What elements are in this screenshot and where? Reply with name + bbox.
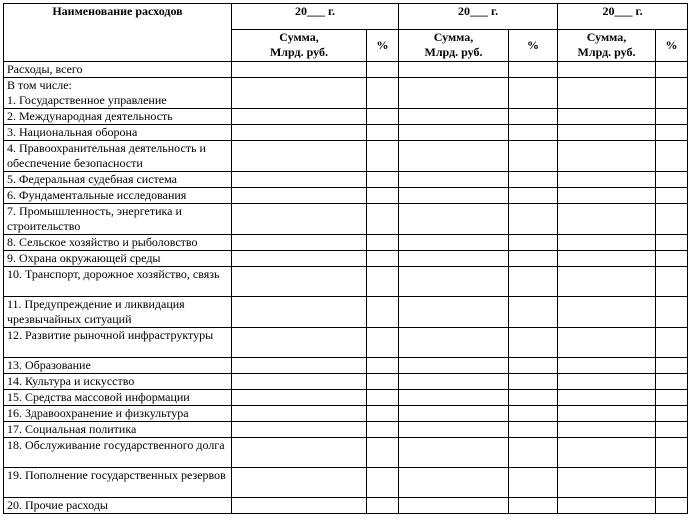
table-row [4,406,688,422]
percent-cell-1[interactable] [367,235,399,251]
table-row [4,141,688,172]
table-row [4,251,688,267]
sum-cell-1[interactable] [232,78,367,109]
percent-cell-3[interactable] [656,390,688,406]
expense-item-label: Расходы, всего [4,62,232,78]
percent-label: % [665,38,678,52]
sum-cell-3[interactable] [558,468,656,498]
sum-label-line1: Сумма, [433,30,474,44]
percent-cell-2[interactable] [509,358,558,374]
expense-item-label: В том числе: 1. Государственное управление [4,78,232,109]
header-year-1 [232,4,399,30]
sum-cell-3[interactable] [558,498,656,514]
table-row [4,204,688,235]
expense-rows [4,62,688,514]
percent-cell-3[interactable] [656,498,688,514]
sum-cell-1[interactable] [232,390,367,406]
sum-cell-1[interactable] [232,468,367,498]
percent-cell-2[interactable] [509,267,558,297]
sum-cell-2[interactable] [399,109,509,125]
expense-item-label: 3. Национальная оборона [4,125,232,141]
table-row [4,328,688,358]
table-row [4,498,688,514]
percent-cell-3[interactable] [656,374,688,390]
table-row [4,125,688,141]
percent-cell-3[interactable] [656,358,688,374]
percent-cell-3[interactable] [656,141,688,172]
percent-cell-3[interactable] [656,406,688,422]
sum-cell-2[interactable] [399,438,509,468]
sum-cell-1[interactable] [232,267,367,297]
percent-cell-3[interactable] [656,251,688,267]
sum-cell-2[interactable] [399,328,509,358]
sum-cell-3[interactable] [558,390,656,406]
table-row [4,235,688,251]
header-sum-1 [232,30,367,62]
sum-cell-2[interactable] [399,251,509,267]
percent-cell-2[interactable] [509,297,558,328]
year-label: 20___ г. [294,4,336,18]
table-row [4,390,688,406]
percent-cell-1[interactable] [367,125,399,141]
table-row [4,438,688,468]
percent-cell-1[interactable] [367,62,399,78]
sum-cell-2[interactable] [399,235,509,251]
expense-item-label: 8. Сельское хозяйство и рыболовство [4,235,232,251]
sum-cell-2[interactable] [399,172,509,188]
sum-cell-3[interactable] [558,328,656,358]
sum-label-line2: Млрд. руб. [577,45,636,59]
percent-cell-1[interactable] [367,78,399,109]
sum-cell-1[interactable] [232,62,367,78]
percent-cell-2[interactable] [509,374,558,390]
percent-label: % [376,38,389,52]
expense-item-label: 7. Промышленность, энергетика и строительство [4,204,232,235]
percent-cell-2[interactable] [509,109,558,125]
percent-cell-3[interactable] [656,78,688,109]
sum-cell-1[interactable] [232,358,367,374]
percent-cell-3[interactable] [656,267,688,297]
percent-cell-3[interactable] [656,438,688,468]
percent-cell-2[interactable] [509,438,558,468]
year-label: 20___ г. [602,4,643,18]
sum-cell-2[interactable] [399,498,509,514]
percent-cell-3[interactable] [656,125,688,141]
percent-cell-2[interactable] [509,125,558,141]
sum-cell-3[interactable] [558,172,656,188]
expense-item-label: 15. Средства массовой информации [4,390,232,406]
sum-cell-3[interactable] [558,235,656,251]
percent-cell-1[interactable] [367,438,399,468]
percent-cell-2[interactable] [509,172,558,188]
sum-cell-2[interactable] [399,422,509,438]
sum-cell-2[interactable] [399,468,509,498]
expense-item-label: 19. Пополнение государственных резервов [4,468,232,498]
expense-item-label: 2. Международная деятельность [4,109,232,125]
sum-cell-3[interactable] [558,422,656,438]
percent-cell-2[interactable] [509,235,558,251]
sum-cell-2[interactable] [399,141,509,172]
sum-cell-3[interactable] [558,78,656,109]
percent-cell-3[interactable] [656,204,688,235]
percent-cell-3[interactable] [656,328,688,358]
percent-cell-2[interactable] [509,406,558,422]
sum-cell-3[interactable] [558,406,656,422]
percent-cell-1[interactable] [367,328,399,358]
sum-cell-1[interactable] [232,188,367,204]
header-name-text: Наименование расходов [52,4,183,18]
sum-cell-2[interactable] [399,204,509,235]
percent-cell-1[interactable] [367,251,399,267]
percent-cell-2[interactable] [509,188,558,204]
sum-cell-3[interactable] [558,109,656,125]
sum-cell-3[interactable] [558,251,656,267]
percent-cell-1[interactable] [367,390,399,406]
sum-cell-2[interactable] [399,374,509,390]
table-row [4,62,688,78]
header-percent-1 [367,30,399,62]
sum-label-line2: Млрд. руб. [269,45,328,59]
percent-cell-3[interactable] [656,62,688,78]
percent-cell-3[interactable] [656,297,688,328]
sum-cell-2[interactable] [399,406,509,422]
sum-cell-2[interactable] [399,78,509,109]
sum-cell-3[interactable] [558,267,656,297]
expense-item-label: 11. Предупреждение и ликвидация чрезвычайных ситуаций [4,297,232,328]
percent-cell-2[interactable] [509,62,558,78]
sum-cell-2[interactable] [399,297,509,328]
sum-label-line2: Млрд. руб. [424,45,483,59]
header-year-2 [399,4,558,30]
expense-item-label: 14. Культура и искусство [4,374,232,390]
sum-cell-3[interactable] [558,374,656,390]
sum-cell-3[interactable] [558,125,656,141]
percent-cell-2[interactable] [509,390,558,406]
expense-item-label: 4. Правоохранительная деятельность и обеспечение безопасности [4,141,232,172]
sum-cell-1[interactable] [232,297,367,328]
percent-cell-2[interactable] [509,468,558,498]
sum-cell-3[interactable] [558,204,656,235]
sum-cell-1[interactable] [232,422,367,438]
sum-cell-3[interactable] [558,62,656,78]
percent-cell-2[interactable] [509,498,558,514]
table-row [4,422,688,438]
sum-cell-1[interactable] [232,172,367,188]
sum-cell-3[interactable] [558,438,656,468]
expense-item-label: 13. Образование [4,358,232,374]
percent-label: % [527,38,540,52]
sum-cell-1[interactable] [232,374,367,390]
percent-cell-1[interactable] [367,188,399,204]
header-year-3 [558,4,688,30]
table-row [4,468,688,498]
table-row [4,358,688,374]
sum-cell-1[interactable] [232,406,367,422]
expenses-table [3,3,688,514]
percent-cell-1[interactable] [367,267,399,297]
sum-cell-1[interactable] [232,109,367,125]
sum-cell-2[interactable] [399,125,509,141]
percent-cell-1[interactable] [367,358,399,374]
table-row [4,109,688,125]
percent-cell-1[interactable] [367,204,399,235]
sum-cell-1[interactable] [232,328,367,358]
expense-item-label: 10. Транспорт, дорожное хозяйство, связь [4,267,232,297]
sum-cell-2[interactable] [399,390,509,406]
expense-item-label: 20. Прочие расходы [4,498,232,514]
percent-cell-1[interactable] [367,422,399,438]
percent-cell-2[interactable] [509,328,558,358]
percent-cell-1[interactable] [367,406,399,422]
percent-cell-1[interactable] [367,172,399,188]
header-sum-3 [558,30,656,62]
percent-cell-3[interactable] [656,188,688,204]
percent-cell-1[interactable] [367,109,399,125]
percent-cell-2[interactable] [509,141,558,172]
expense-item-label: 5. Федеральная судебная система [4,172,232,188]
sum-cell-1[interactable] [232,141,367,172]
expense-item-label: 12. Развитие рыночной инфраструктуры [4,328,232,358]
sum-cell-2[interactable] [399,188,509,204]
header-sum-2 [399,30,509,62]
sum-cell-1[interactable] [232,251,367,267]
sum-cell-1[interactable] [232,235,367,251]
percent-cell-1[interactable] [367,468,399,498]
sum-cell-3[interactable] [558,141,656,172]
percent-cell-1[interactable] [367,141,399,172]
percent-cell-3[interactable] [656,422,688,438]
sum-cell-1[interactable] [232,498,367,514]
sum-cell-1[interactable] [232,204,367,235]
table-row [4,188,688,204]
percent-cell-2[interactable] [509,204,558,235]
percent-cell-1[interactable] [367,498,399,514]
sum-cell-2[interactable] [399,267,509,297]
sum-label-line1: Сумма, [586,30,627,44]
table-row [4,172,688,188]
table-row [4,374,688,390]
percent-cell-3[interactable] [656,468,688,498]
sum-cell-2[interactable] [399,62,509,78]
percent-cell-2[interactable] [509,251,558,267]
year-label: 20___ г. [457,4,499,18]
percent-cell-1[interactable] [367,374,399,390]
header-percent-2 [509,30,558,62]
sum-cell-3[interactable] [558,188,656,204]
percent-cell-3[interactable] [656,109,688,125]
sum-cell-1[interactable] [232,125,367,141]
table-row [4,297,688,328]
expense-item-label: 17. Социальная политика [4,422,232,438]
sum-cell-3[interactable] [558,358,656,374]
sum-label-line1: Сумма, [279,30,319,44]
table-row [4,78,688,109]
header-percent-3 [656,30,688,62]
percent-cell-3[interactable] [656,235,688,251]
expense-item-label: 16. Здравоохранение и физкультура [4,406,232,422]
expense-item-label: 9. Охрана окружающей среды [4,251,232,267]
percent-cell-2[interactable] [509,78,558,109]
table-row [4,267,688,297]
expense-item-label: 6. Фундаментальные исследования [4,188,232,204]
percent-cell-3[interactable] [656,172,688,188]
expense-item-label: 18. Обслуживание государственного долга [4,438,232,468]
sum-cell-2[interactable] [399,358,509,374]
percent-cell-1[interactable] [367,297,399,328]
percent-cell-2[interactable] [509,422,558,438]
sum-cell-1[interactable] [232,438,367,468]
sum-cell-3[interactable] [558,297,656,328]
header-name-column [4,4,232,62]
